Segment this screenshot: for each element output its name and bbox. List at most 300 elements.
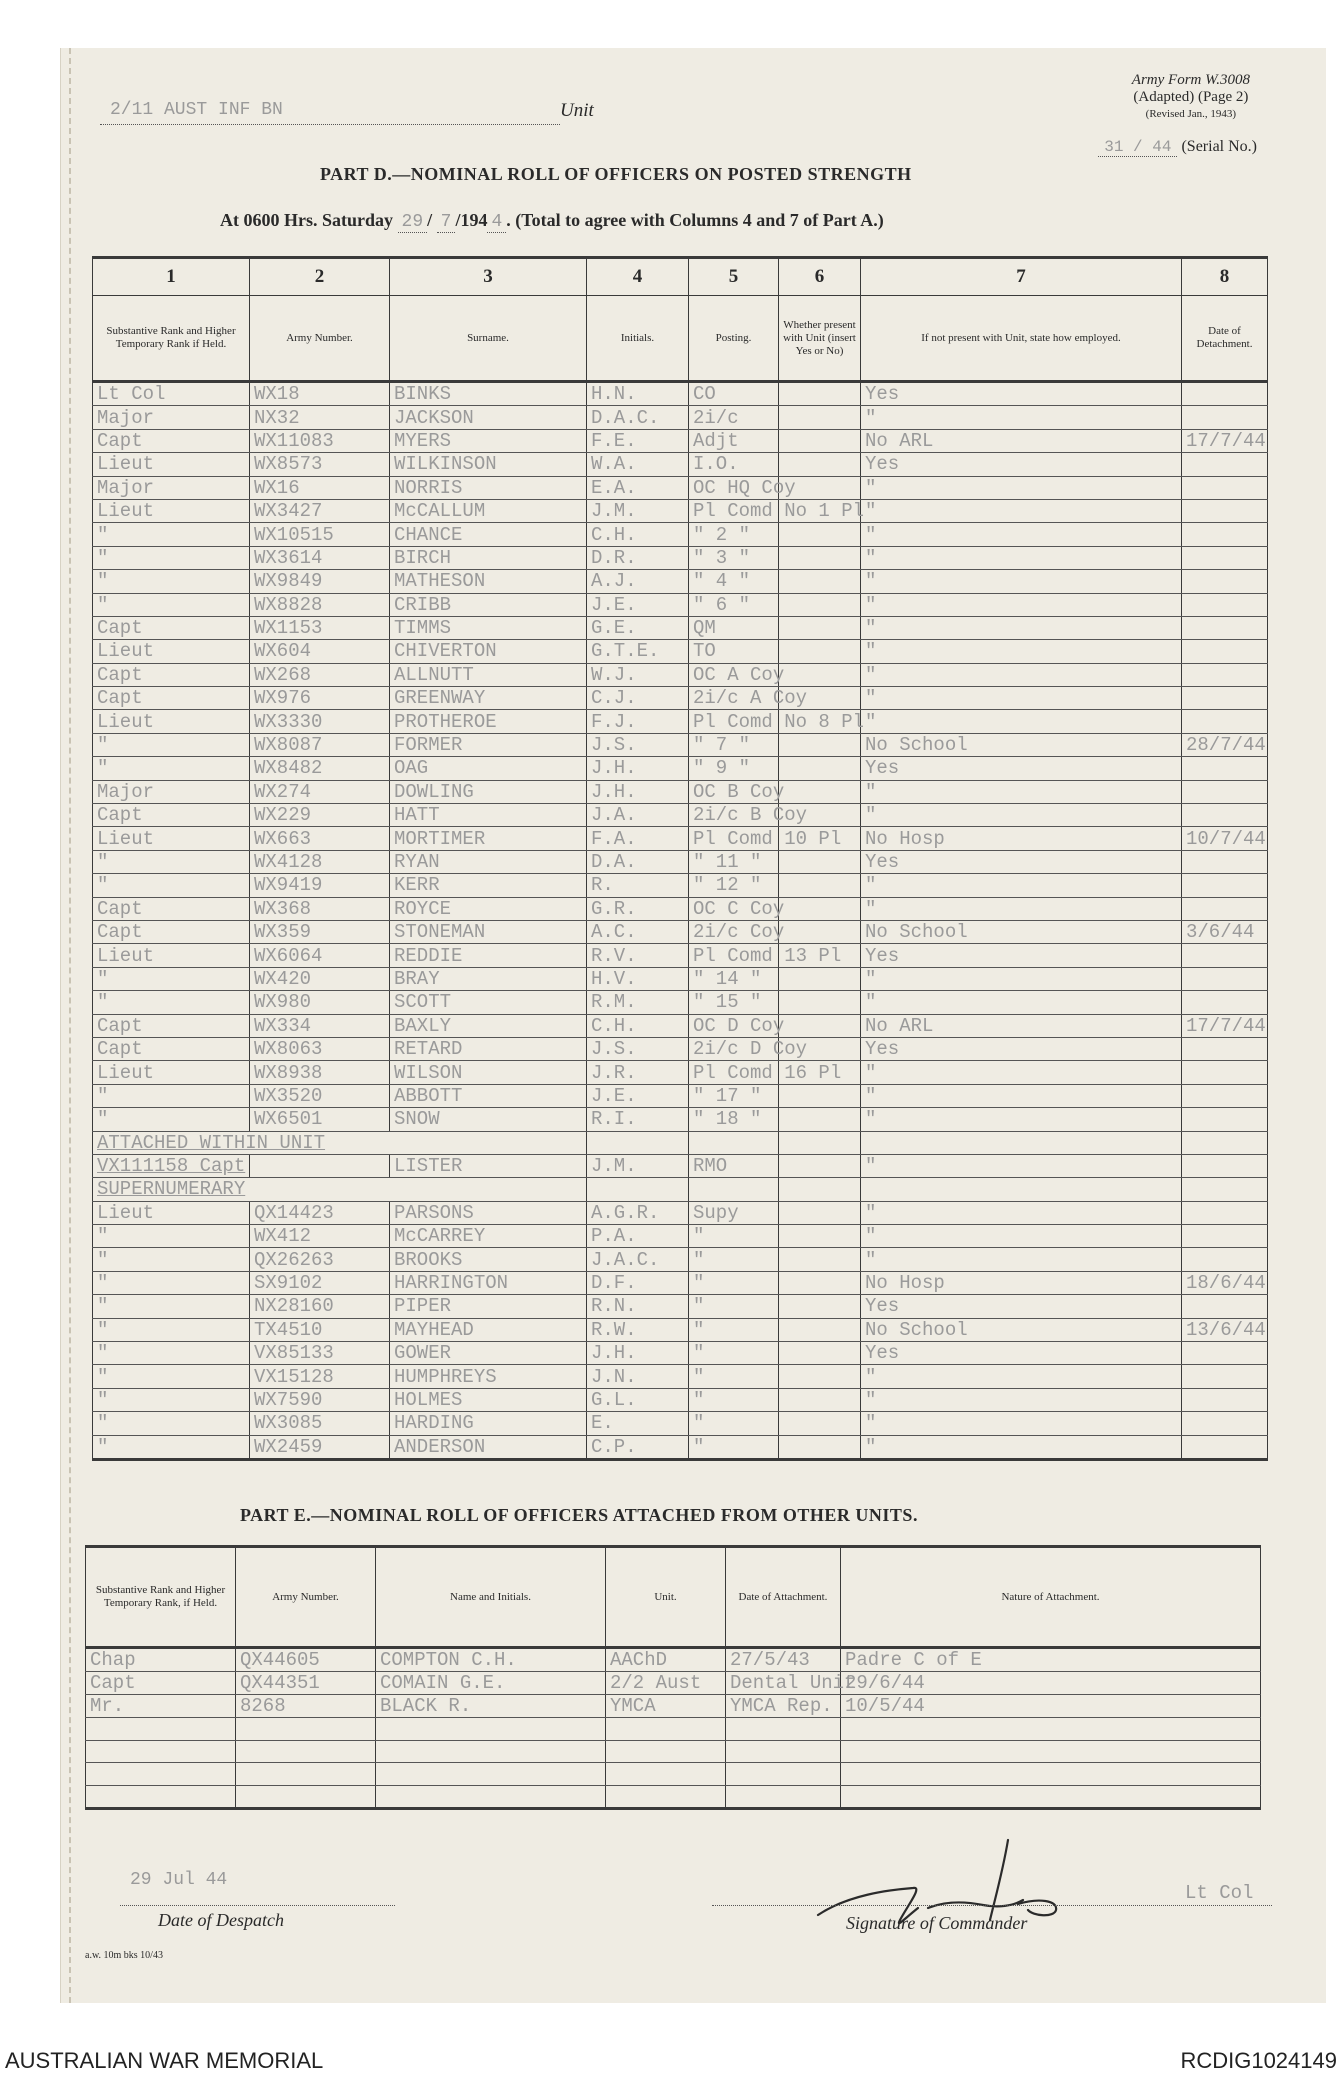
table-cell: WX3085 <box>250 1412 390 1435</box>
table-cell: " <box>861 1084 1182 1107</box>
archive-id: RCDIG1024149 <box>1180 2048 1337 2073</box>
table-cell: 2i/c D Coy <box>689 1037 779 1060</box>
column-number: 5 <box>689 258 779 296</box>
table-cell: No School <box>861 733 1182 756</box>
table-cell <box>1182 1435 1268 1459</box>
table-cell: WX3614 <box>250 546 390 569</box>
table-cell <box>1182 523 1268 546</box>
table-cell: " <box>861 406 1182 429</box>
table-cell: NX28160 <box>250 1295 390 1318</box>
table-row <box>93 1014 1268 1037</box>
table-row <box>93 1365 1268 1388</box>
table-cell: R.I. <box>587 1108 689 1131</box>
table-row <box>86 1648 1261 1672</box>
table-cell: " <box>93 1248 250 1271</box>
table-cell: LISTER <box>390 1154 587 1177</box>
table-cell: " <box>93 570 250 593</box>
table-cell: PARSONS <box>390 1201 587 1224</box>
table-cell: Major <box>93 780 250 803</box>
table-cell: A.J. <box>587 570 689 593</box>
table-cell: " <box>689 1225 779 1248</box>
table-cell: G.T.E. <box>587 640 689 663</box>
table-cell: PROTHEROE <box>390 710 587 733</box>
part-e-table <box>85 1545 1261 1810</box>
table-row <box>93 476 1268 499</box>
table-cell: " <box>861 1225 1182 1248</box>
table-cell: 10/7/44 <box>1182 827 1268 850</box>
table-cell: J.H. <box>587 1342 689 1365</box>
table-row <box>93 570 1268 593</box>
table-cell: J.H. <box>587 757 689 780</box>
table-cell <box>1182 406 1268 429</box>
column-number: 1 <box>93 258 250 296</box>
table-cell: VX85133 <box>250 1342 390 1365</box>
table-cell: " <box>861 897 1182 920</box>
table-cell: " <box>861 640 1182 663</box>
table-cell: GREENWAY <box>390 687 587 710</box>
table-cell <box>376 1740 606 1763</box>
despatch-date-value: 29 Jul 44 <box>130 1870 228 1890</box>
table-cell: WX334 <box>250 1014 390 1037</box>
table-cell: " <box>861 476 1182 499</box>
table-cell: Lieut <box>93 1201 250 1224</box>
table-cell: D.A.C. <box>587 406 689 429</box>
table-cell: SCOTT <box>390 991 587 1014</box>
despatch-line <box>120 1905 395 1906</box>
table-cell <box>1182 499 1268 522</box>
table-cell <box>1182 850 1268 873</box>
table-cell: D.F. <box>587 1271 689 1294</box>
table-row <box>93 406 1268 429</box>
table-row <box>93 663 1268 686</box>
table-cell <box>779 1365 861 1388</box>
table-cell: 28/7/44 <box>1182 733 1268 756</box>
table-cell: WX10515 <box>250 523 390 546</box>
table-cell: Chap <box>86 1648 236 1672</box>
table-cell: No School <box>861 1318 1182 1341</box>
table-cell <box>779 1318 861 1341</box>
column-header: Posting. <box>689 296 779 382</box>
table-cell: " <box>93 1388 250 1411</box>
table-cell: " <box>93 1318 250 1341</box>
table-cell <box>726 1785 841 1809</box>
army-form-reference <box>1132 72 1250 123</box>
table-cell <box>779 1154 861 1177</box>
table-cell <box>779 967 861 990</box>
table-cell: CHANCE <box>390 523 587 546</box>
table-cell: W.J. <box>587 663 689 686</box>
table-row <box>86 1718 1261 1741</box>
table-cell: Major <box>93 406 250 429</box>
table-cell: C.P. <box>587 1435 689 1459</box>
table-cell <box>779 874 861 897</box>
column-number: 4 <box>587 258 689 296</box>
table-cell: 2/2 Aust <box>606 1672 726 1695</box>
table-cell: A.G.R. <box>587 1201 689 1224</box>
table-cell: No Hosp <box>861 1271 1182 1294</box>
table-cell: R.M. <box>587 991 689 1014</box>
table-cell: " <box>93 593 250 616</box>
table-cell <box>779 1412 861 1435</box>
table-cell: " <box>861 1435 1182 1459</box>
table-cell: " <box>93 757 250 780</box>
table-row <box>93 1108 1268 1131</box>
table-cell <box>376 1785 606 1809</box>
table-cell: WX604 <box>250 640 390 663</box>
table-cell <box>779 733 861 756</box>
table-cell: Lieut <box>93 640 250 663</box>
table-cell: DOWLING <box>390 780 587 803</box>
table-cell: OC A Coy <box>689 663 779 686</box>
table-cell: H.V. <box>587 967 689 990</box>
table-cell: R.N. <box>587 1295 689 1318</box>
table-cell: " <box>93 1295 250 1318</box>
column-number: 3 <box>390 258 587 296</box>
at-suffix: (Total to agree with Columns 4 and 7 of Part A.) <box>515 210 884 230</box>
table-cell: " <box>93 1365 250 1388</box>
table-cell: " <box>861 804 1182 827</box>
table-cell: Yes <box>861 944 1182 967</box>
table-cell <box>236 1763 376 1786</box>
table-cell: WILSON <box>390 1061 587 1084</box>
table-cell: " 17 " <box>689 1084 779 1107</box>
table-cell: " <box>93 1271 250 1294</box>
table-cell: " <box>689 1412 779 1435</box>
table-cell: C.H. <box>587 1014 689 1037</box>
table-cell <box>779 453 861 476</box>
table-cell: " <box>861 710 1182 733</box>
table-cell: COMAIN G.E. <box>376 1672 606 1695</box>
column-number: 6 <box>779 258 861 296</box>
table-cell: McCARREY <box>390 1225 587 1248</box>
table-cell: WX3330 <box>250 710 390 733</box>
table-cell: D.A. <box>587 850 689 873</box>
table-cell: Lt Col <box>93 382 250 406</box>
table-cell: CHIVERTON <box>390 640 587 663</box>
table-cell: WX268 <box>250 663 390 686</box>
table-cell: CRIBB <box>390 593 587 616</box>
unit-value: 2/11 AUST INF BN <box>110 100 283 120</box>
table-cell: E. <box>587 1412 689 1435</box>
table-row <box>93 710 1268 733</box>
roll-year-digit: 4 <box>487 212 506 233</box>
table-cell <box>1182 710 1268 733</box>
table-row <box>93 757 1268 780</box>
table-cell <box>779 429 861 452</box>
table-row <box>93 1388 1268 1411</box>
table-cell: WX6064 <box>250 944 390 967</box>
roll-month: 7 <box>437 212 456 233</box>
table-cell: G.R. <box>587 897 689 920</box>
table-row <box>93 453 1268 476</box>
table-cell <box>1182 1201 1268 1224</box>
table-cell: " <box>93 1435 250 1459</box>
table-cell <box>779 1388 861 1411</box>
table-row <box>93 1318 1268 1341</box>
table-cell: WX8482 <box>250 757 390 780</box>
table-cell <box>779 1084 861 1107</box>
column-number: 2 <box>250 258 390 296</box>
table-cell: " <box>93 546 250 569</box>
table-row <box>93 616 1268 639</box>
table-cell <box>1182 757 1268 780</box>
table-row <box>93 991 1268 1014</box>
table-row <box>93 920 1268 943</box>
table-cell: " <box>93 874 250 897</box>
table-cell <box>250 1154 390 1177</box>
column-header: If not present with Unit, state how employed. <box>861 296 1182 382</box>
table-cell: " <box>861 663 1182 686</box>
column-header: Date of Detachment. <box>1182 296 1268 382</box>
table-cell: J.R. <box>587 1061 689 1084</box>
table-cell <box>1182 546 1268 569</box>
table-cell: WX16 <box>250 476 390 499</box>
table-cell: " <box>93 733 250 756</box>
table-row <box>93 944 1268 967</box>
table-cell: 17/7/44 <box>1182 429 1268 452</box>
table-cell: " <box>689 1248 779 1271</box>
table-cell: WX229 <box>250 804 390 827</box>
table-cell: P.A. <box>587 1225 689 1248</box>
table-cell <box>779 920 861 943</box>
table-cell <box>779 1342 861 1365</box>
table-cell: Supy <box>689 1201 779 1224</box>
column-header: Army Number. <box>236 1547 376 1648</box>
table-cell: McCALLUM <box>390 499 587 522</box>
table-cell <box>606 1740 726 1763</box>
column-header: Substantive Rank and Higher Temporary Rank if Held. <box>93 296 250 382</box>
table-cell <box>1182 1225 1268 1248</box>
table-cell: " <box>689 1435 779 1459</box>
table-cell <box>726 1718 841 1741</box>
at-prefix: At 0600 Hrs. Saturday <box>220 210 394 230</box>
table-row <box>93 640 1268 663</box>
table-cell: RMO <box>689 1154 779 1177</box>
table-cell <box>1182 1295 1268 1318</box>
column-header: Unit. <box>606 1547 726 1648</box>
table-cell <box>779 1295 861 1318</box>
table-cell: QM <box>689 616 779 639</box>
table-row <box>93 874 1268 897</box>
table-cell: Capt <box>93 616 250 639</box>
table-cell: HOLMES <box>390 1388 587 1411</box>
table-row <box>86 1785 1261 1809</box>
table-cell: " <box>689 1271 779 1294</box>
table-cell: " 11 " <box>689 850 779 873</box>
table-cell: Mr. <box>86 1695 236 1718</box>
table-row <box>93 827 1268 850</box>
table-cell: R.V. <box>587 944 689 967</box>
table-cell <box>1182 967 1268 990</box>
table-cell: Yes <box>861 757 1182 780</box>
table-cell: WX9849 <box>250 570 390 593</box>
table-cell <box>376 1763 606 1786</box>
form-revised: (Revised Jan., 1943) <box>1145 108 1237 120</box>
table-cell: ATTACHED WITHIN UNIT <box>93 1131 587 1154</box>
table-cell: BRAY <box>390 967 587 990</box>
unit-label: Unit <box>560 100 594 121</box>
table-cell <box>376 1718 606 1741</box>
table-cell <box>86 1740 236 1763</box>
table-cell <box>1182 1108 1268 1131</box>
table-cell: J.H. <box>587 780 689 803</box>
column-header: Name and Initials. <box>376 1547 606 1648</box>
table-cell <box>841 1763 1261 1786</box>
table-cell: J.E. <box>587 1084 689 1107</box>
table-cell: H.N. <box>587 382 689 406</box>
table-cell: WX3520 <box>250 1084 390 1107</box>
table-cell: OC HQ Coy <box>689 476 779 499</box>
table-cell: W.A. <box>587 453 689 476</box>
part-d-table <box>92 256 1268 1461</box>
table-cell: WILKINSON <box>390 453 587 476</box>
table-cell <box>86 1763 236 1786</box>
table-row <box>86 1763 1261 1786</box>
table-row <box>93 1412 1268 1435</box>
table-cell: HARDING <box>390 1412 587 1435</box>
table-row <box>93 733 1268 756</box>
table-cell <box>1182 804 1268 827</box>
table-cell: BAXLY <box>390 1014 587 1037</box>
table-cell <box>779 1014 861 1037</box>
table-cell: COMPTON C.H. <box>376 1648 606 1672</box>
table-cell: WX8063 <box>250 1037 390 1060</box>
table-cell <box>779 1271 861 1294</box>
table-cell: " <box>93 1342 250 1365</box>
table-row <box>93 1435 1268 1459</box>
table-row <box>93 593 1268 616</box>
table-cell: " <box>93 1412 250 1435</box>
table-cell <box>1182 593 1268 616</box>
table-cell: Capt <box>93 920 250 943</box>
table-cell: J.M. <box>587 1154 689 1177</box>
table-cell <box>1182 1248 1268 1271</box>
table-cell: OC C Coy <box>689 897 779 920</box>
table-cell: " <box>861 687 1182 710</box>
table-cell: STONEMAN <box>390 920 587 943</box>
table-cell <box>1182 382 1268 406</box>
table-cell <box>779 850 861 873</box>
table-cell: G.E. <box>587 616 689 639</box>
form-number: Army Form W.3008 <box>1131 72 1250 88</box>
printer-mark: a.w. 10m bks 10/43 <box>85 1950 163 1961</box>
table-cell <box>236 1718 376 1741</box>
table-cell: " 3 " <box>689 546 779 569</box>
column-header: Substantive Rank and Higher Temporary Rank, if Held. <box>86 1547 236 1648</box>
table-cell <box>841 1740 1261 1763</box>
table-cell: R. <box>587 874 689 897</box>
table-cell: 2i/c <box>689 406 779 429</box>
table-cell: " <box>93 991 250 1014</box>
table-cell: F.E. <box>587 429 689 452</box>
table-cell <box>606 1718 726 1741</box>
table-cell: WX412 <box>250 1225 390 1248</box>
table-cell <box>1182 780 1268 803</box>
part-e-title: PART E.—NOMINAL ROLL OF OFFICERS ATTACHED FROM OTHER UNITS. <box>240 1505 918 1525</box>
table-cell: VX111158 Capt <box>93 1154 250 1177</box>
table-cell: " 14 " <box>689 967 779 990</box>
table-cell <box>779 546 861 569</box>
table-cell: E.A. <box>587 476 689 499</box>
table-cell: Capt <box>86 1672 236 1695</box>
table-cell: " <box>861 593 1182 616</box>
table-cell: " <box>93 1108 250 1131</box>
table-cell: No Hosp <box>861 827 1182 850</box>
table-row <box>93 1084 1268 1107</box>
table-cell <box>1182 570 1268 593</box>
table-cell: C.H. <box>587 523 689 546</box>
table-cell: " 12 " <box>689 874 779 897</box>
table-row <box>93 804 1268 827</box>
table-cell: Major <box>93 476 250 499</box>
table-row <box>93 1178 1268 1201</box>
table-cell: F.J. <box>587 710 689 733</box>
table-cell: Yes <box>861 382 1182 406</box>
table-cell: " <box>689 1318 779 1341</box>
table-cell <box>1182 1154 1268 1177</box>
table-cell: " 7 " <box>689 733 779 756</box>
table-cell: AAChD <box>606 1648 726 1672</box>
table-cell: VX15128 <box>250 1365 390 1388</box>
table-cell <box>1182 476 1268 499</box>
roll-year-prefix: 194 <box>460 210 488 230</box>
table-cell: WX4128 <box>250 850 390 873</box>
table-cell: YMCA Rep. <box>726 1695 841 1718</box>
table-cell: WX1153 <box>250 616 390 639</box>
table-cell: 2i/c Coy <box>689 920 779 943</box>
table-cell <box>1182 874 1268 897</box>
table-cell: " <box>861 1248 1182 1271</box>
table-cell <box>779 757 861 780</box>
table-row <box>93 429 1268 452</box>
signature-line <box>712 1905 1272 1906</box>
table-cell <box>779 1435 861 1459</box>
table-cell: " <box>861 1388 1182 1411</box>
table-cell: " <box>861 1201 1182 1224</box>
table-row <box>93 546 1268 569</box>
table-cell: WX980 <box>250 991 390 1014</box>
table-cell: WX420 <box>250 967 390 990</box>
table-row <box>93 499 1268 522</box>
table-cell <box>779 1178 861 1201</box>
table-cell: No School <box>861 920 1182 943</box>
table-cell: GOWER <box>390 1342 587 1365</box>
column-header: Army Number. <box>250 296 390 382</box>
table-cell: HARRINGTON <box>390 1271 587 1294</box>
table-cell: Adjt <box>689 429 779 452</box>
table-cell <box>236 1785 376 1809</box>
table-cell <box>779 1225 861 1248</box>
table-cell <box>1182 687 1268 710</box>
table-cell: WX7590 <box>250 1388 390 1411</box>
table-cell: Capt <box>93 1014 250 1037</box>
table-cell <box>841 1718 1261 1741</box>
table-row <box>93 780 1268 803</box>
table-cell: Pl Comd 10 Pl <box>689 827 779 850</box>
table-cell: ALLNUTT <box>390 663 587 686</box>
table-cell <box>1182 1342 1268 1365</box>
table-cell: 27/5/43 <box>726 1648 841 1672</box>
column-header: Nature of Attachment. <box>841 1547 1261 1648</box>
table-cell: " <box>861 967 1182 990</box>
table-cell <box>1182 1388 1268 1411</box>
table-cell <box>1182 616 1268 639</box>
archive-name: AUSTRALIAN WAR MEMORIAL <box>5 2048 324 2073</box>
table-cell: QX14423 <box>250 1201 390 1224</box>
table-cell: " <box>689 1342 779 1365</box>
table-cell: ANDERSON <box>390 1435 587 1459</box>
table-cell: MORTIMER <box>390 827 587 850</box>
